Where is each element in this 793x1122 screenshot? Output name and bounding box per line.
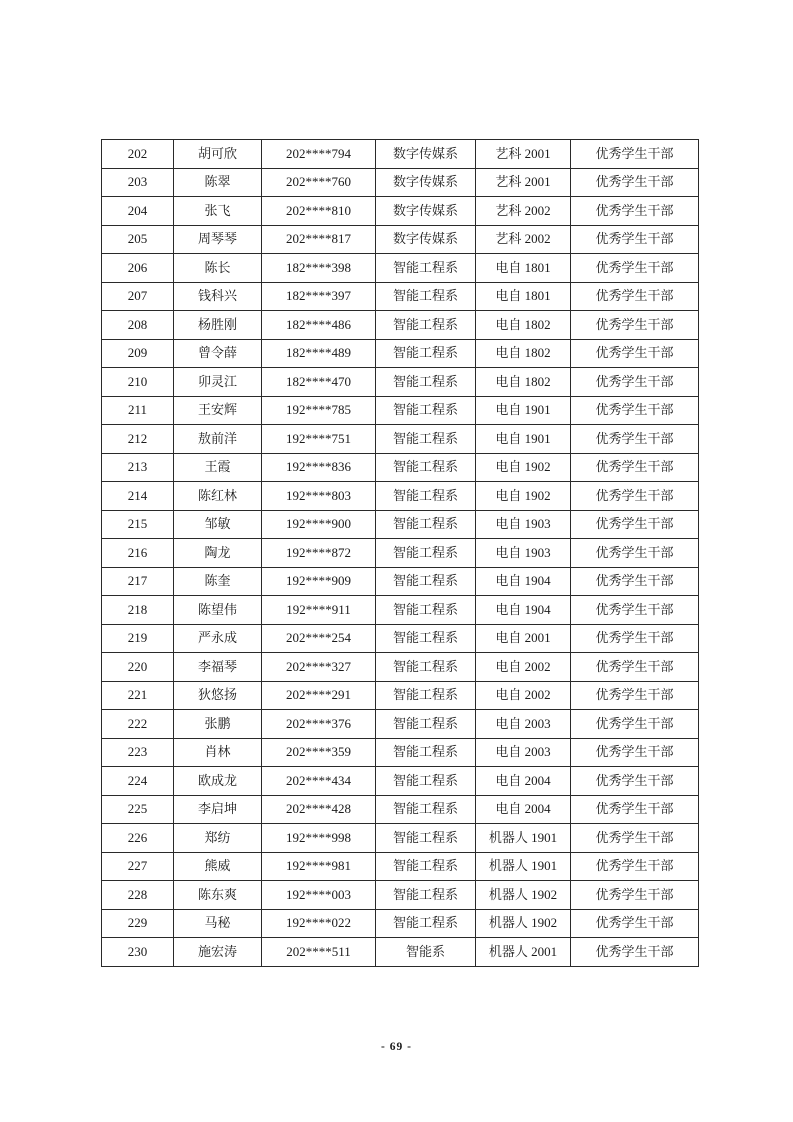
cell-class: 电自 1903 (476, 539, 571, 568)
cell-department: 智能工程系 (376, 653, 476, 682)
cell-department: 智能工程系 (376, 453, 476, 482)
cell-student-id: 202****760 (262, 168, 376, 197)
cell-student-name: 肖林 (174, 738, 262, 767)
cell-department: 智能工程系 (376, 881, 476, 910)
table-row (102, 795, 699, 824)
table-row (102, 311, 699, 340)
cell-class: 电自 2003 (476, 738, 571, 767)
cell-department: 智能工程系 (376, 567, 476, 596)
cell-department: 智能工程系 (376, 909, 476, 938)
cell-row-number: 225 (102, 795, 174, 824)
cell-award-title: 优秀学生干部 (571, 368, 699, 397)
table-row (102, 681, 699, 710)
cell-department: 智能工程系 (376, 482, 476, 511)
cell-department: 数字传媒系 (376, 197, 476, 226)
cell-row-number: 218 (102, 596, 174, 625)
awards-table-container (101, 139, 699, 967)
cell-class: 电自 1802 (476, 339, 571, 368)
table-row (102, 168, 699, 197)
cell-department: 智能工程系 (376, 396, 476, 425)
cell-award-title: 优秀学生干部 (571, 425, 699, 454)
cell-class: 电自 1802 (476, 368, 571, 397)
cell-department: 数字传媒系 (376, 168, 476, 197)
cell-award-title: 优秀学生干部 (571, 396, 699, 425)
cell-department: 智能工程系 (376, 510, 476, 539)
cell-class: 电自 1801 (476, 282, 571, 311)
cell-department: 智能工程系 (376, 596, 476, 625)
cell-student-id: 202****428 (262, 795, 376, 824)
table-row (102, 396, 699, 425)
cell-student-name: 欧成龙 (174, 767, 262, 796)
cell-department: 智能工程系 (376, 311, 476, 340)
cell-class: 电自 2004 (476, 767, 571, 796)
cell-student-id: 182****486 (262, 311, 376, 340)
cell-student-id: 192****900 (262, 510, 376, 539)
cell-student-id: 202****794 (262, 140, 376, 169)
cell-student-name: 邹敏 (174, 510, 262, 539)
cell-student-id: 192****803 (262, 482, 376, 511)
cell-student-id: 192****836 (262, 453, 376, 482)
cell-row-number: 208 (102, 311, 174, 340)
cell-class: 机器人 1901 (476, 852, 571, 881)
table-row (102, 197, 699, 226)
cell-student-id: 192****981 (262, 852, 376, 881)
cell-class: 电自 2002 (476, 653, 571, 682)
cell-award-title: 优秀学生干部 (571, 653, 699, 682)
cell-award-title: 优秀学生干部 (571, 539, 699, 568)
cell-row-number: 210 (102, 368, 174, 397)
cell-department: 智能工程系 (376, 824, 476, 853)
cell-class: 电自 2003 (476, 710, 571, 739)
table-row (102, 624, 699, 653)
cell-class: 电自 2002 (476, 681, 571, 710)
cell-student-id: 182****470 (262, 368, 376, 397)
cell-class: 电自 1802 (476, 311, 571, 340)
cell-class: 电自 1902 (476, 482, 571, 511)
cell-award-title: 优秀学生干部 (571, 681, 699, 710)
cell-row-number: 216 (102, 539, 174, 568)
table-row (102, 909, 699, 938)
cell-row-number: 217 (102, 567, 174, 596)
cell-class: 机器人 1901 (476, 824, 571, 853)
cell-student-name: 郑纺 (174, 824, 262, 853)
table-row (102, 425, 699, 454)
cell-student-name: 张鹏 (174, 710, 262, 739)
cell-award-title: 优秀学生干部 (571, 168, 699, 197)
cell-class: 艺科 2002 (476, 197, 571, 226)
cell-row-number: 207 (102, 282, 174, 311)
table-row (102, 938, 699, 967)
cell-row-number: 220 (102, 653, 174, 682)
cell-student-id: 202****254 (262, 624, 376, 653)
cell-student-id: 202****810 (262, 197, 376, 226)
cell-class: 艺科 2001 (476, 140, 571, 169)
cell-class: 电自 1801 (476, 254, 571, 283)
cell-student-id: 202****327 (262, 653, 376, 682)
cell-award-title: 优秀学生干部 (571, 767, 699, 796)
cell-award-title: 优秀学生干部 (571, 311, 699, 340)
cell-class: 电自 1904 (476, 567, 571, 596)
table-row (102, 453, 699, 482)
cell-award-title: 优秀学生干部 (571, 881, 699, 910)
cell-student-name: 施宏涛 (174, 938, 262, 967)
cell-student-id: 192****872 (262, 539, 376, 568)
cell-student-id: 192****751 (262, 425, 376, 454)
cell-student-id: 202****511 (262, 938, 376, 967)
cell-student-id: 182****398 (262, 254, 376, 283)
cell-student-name: 熊威 (174, 852, 262, 881)
cell-row-number: 229 (102, 909, 174, 938)
cell-department: 智能工程系 (376, 738, 476, 767)
table-row (102, 225, 699, 254)
cell-student-name: 狄悠扬 (174, 681, 262, 710)
cell-student-name: 卯灵江 (174, 368, 262, 397)
cell-award-title: 优秀学生干部 (571, 738, 699, 767)
cell-department: 智能工程系 (376, 282, 476, 311)
cell-row-number: 203 (102, 168, 174, 197)
cell-student-id: 202****376 (262, 710, 376, 739)
cell-student-name: 陶龙 (174, 539, 262, 568)
cell-award-title: 优秀学生干部 (571, 710, 699, 739)
cell-department: 智能工程系 (376, 681, 476, 710)
cell-row-number: 230 (102, 938, 174, 967)
cell-student-id: 202****434 (262, 767, 376, 796)
cell-award-title: 优秀学生干部 (571, 567, 699, 596)
cell-student-name: 严永成 (174, 624, 262, 653)
cell-department: 智能工程系 (376, 852, 476, 881)
table-row (102, 767, 699, 796)
cell-row-number: 214 (102, 482, 174, 511)
table-row (102, 710, 699, 739)
cell-student-name: 王安辉 (174, 396, 262, 425)
cell-class: 电自 1901 (476, 396, 571, 425)
cell-department: 数字传媒系 (376, 140, 476, 169)
awards-table-body (102, 140, 699, 967)
cell-department: 智能工程系 (376, 425, 476, 454)
cell-row-number: 212 (102, 425, 174, 454)
cell-class: 电自 1904 (476, 596, 571, 625)
table-row (102, 596, 699, 625)
cell-department: 智能工程系 (376, 624, 476, 653)
cell-student-id: 192****911 (262, 596, 376, 625)
cell-department: 智能工程系 (376, 368, 476, 397)
cell-student-id: 202****291 (262, 681, 376, 710)
table-row (102, 482, 699, 511)
cell-department: 智能工程系 (376, 767, 476, 796)
cell-row-number: 209 (102, 339, 174, 368)
cell-award-title: 优秀学生干部 (571, 225, 699, 254)
table-row (102, 282, 699, 311)
table-row (102, 140, 699, 169)
cell-student-id: 182****489 (262, 339, 376, 368)
cell-student-name: 杨胜刚 (174, 311, 262, 340)
cell-student-name: 李福琴 (174, 653, 262, 682)
cell-row-number: 213 (102, 453, 174, 482)
cell-student-name: 陈东爽 (174, 881, 262, 910)
cell-award-title: 优秀学生干部 (571, 140, 699, 169)
table-row (102, 339, 699, 368)
cell-award-title: 优秀学生干部 (571, 795, 699, 824)
cell-student-id: 202****359 (262, 738, 376, 767)
cell-row-number: 224 (102, 767, 174, 796)
table-row (102, 881, 699, 910)
cell-student-name: 张飞 (174, 197, 262, 226)
cell-department: 智能工程系 (376, 795, 476, 824)
cell-class: 电自 1902 (476, 453, 571, 482)
cell-award-title: 优秀学生干部 (571, 938, 699, 967)
cell-student-name: 陈奎 (174, 567, 262, 596)
cell-class: 机器人 1902 (476, 881, 571, 910)
cell-student-name: 敖前洋 (174, 425, 262, 454)
cell-student-name: 陈望伟 (174, 596, 262, 625)
cell-class: 机器人 2001 (476, 938, 571, 967)
table-row (102, 567, 699, 596)
cell-row-number: 204 (102, 197, 174, 226)
cell-student-id: 182****397 (262, 282, 376, 311)
cell-award-title: 优秀学生干部 (571, 624, 699, 653)
table-row (102, 254, 699, 283)
cell-department: 智能工程系 (376, 339, 476, 368)
table-row (102, 539, 699, 568)
cell-class: 电自 1903 (476, 510, 571, 539)
cell-department: 智能工程系 (376, 539, 476, 568)
table-row (102, 368, 699, 397)
student-awards-table (101, 139, 699, 967)
cell-row-number: 223 (102, 738, 174, 767)
cell-student-name: 胡可欣 (174, 140, 262, 169)
cell-award-title: 优秀学生干部 (571, 339, 699, 368)
cell-class: 电自 1901 (476, 425, 571, 454)
table-row (102, 824, 699, 853)
cell-student-name: 陈红林 (174, 482, 262, 511)
cell-student-id: 192****909 (262, 567, 376, 596)
table-row (102, 852, 699, 881)
table-row (102, 510, 699, 539)
cell-row-number: 219 (102, 624, 174, 653)
cell-class: 机器人 1902 (476, 909, 571, 938)
cell-class: 艺科 2002 (476, 225, 571, 254)
cell-row-number: 205 (102, 225, 174, 254)
table-row (102, 653, 699, 682)
cell-student-name: 钱科兴 (174, 282, 262, 311)
cell-student-id: 192****998 (262, 824, 376, 853)
cell-row-number: 206 (102, 254, 174, 283)
cell-student-name: 周琴琴 (174, 225, 262, 254)
cell-row-number: 222 (102, 710, 174, 739)
cell-student-name: 陈长 (174, 254, 262, 283)
cell-award-title: 优秀学生干部 (571, 453, 699, 482)
cell-class: 艺科 2001 (476, 168, 571, 197)
cell-award-title: 优秀学生干部 (571, 852, 699, 881)
cell-award-title: 优秀学生干部 (571, 254, 699, 283)
cell-award-title: 优秀学生干部 (571, 482, 699, 511)
cell-department: 数字传媒系 (376, 225, 476, 254)
cell-student-id: 192****022 (262, 909, 376, 938)
cell-award-title: 优秀学生干部 (571, 824, 699, 853)
table-row (102, 738, 699, 767)
cell-student-name: 曾令薛 (174, 339, 262, 368)
cell-class: 电自 2004 (476, 795, 571, 824)
cell-row-number: 228 (102, 881, 174, 910)
cell-department: 智能工程系 (376, 710, 476, 739)
cell-award-title: 优秀学生干部 (571, 909, 699, 938)
cell-student-id: 202****817 (262, 225, 376, 254)
cell-row-number: 215 (102, 510, 174, 539)
cell-row-number: 226 (102, 824, 174, 853)
cell-student-id: 192****785 (262, 396, 376, 425)
cell-department: 智能工程系 (376, 254, 476, 283)
cell-class: 电自 2001 (476, 624, 571, 653)
cell-row-number: 211 (102, 396, 174, 425)
page-number: - 69 - (381, 1041, 412, 1053)
cell-row-number: 221 (102, 681, 174, 710)
cell-row-number: 202 (102, 140, 174, 169)
cell-award-title: 优秀学生干部 (571, 510, 699, 539)
cell-student-name: 陈翠 (174, 168, 262, 197)
cell-student-name: 马秘 (174, 909, 262, 938)
cell-award-title: 优秀学生干部 (571, 596, 699, 625)
cell-student-name: 王霞 (174, 453, 262, 482)
cell-student-name: 李启坤 (174, 795, 262, 824)
cell-department: 智能系 (376, 938, 476, 967)
cell-award-title: 优秀学生干部 (571, 197, 699, 226)
cell-award-title: 优秀学生干部 (571, 282, 699, 311)
cell-row-number: 227 (102, 852, 174, 881)
cell-student-id: 192****003 (262, 881, 376, 910)
